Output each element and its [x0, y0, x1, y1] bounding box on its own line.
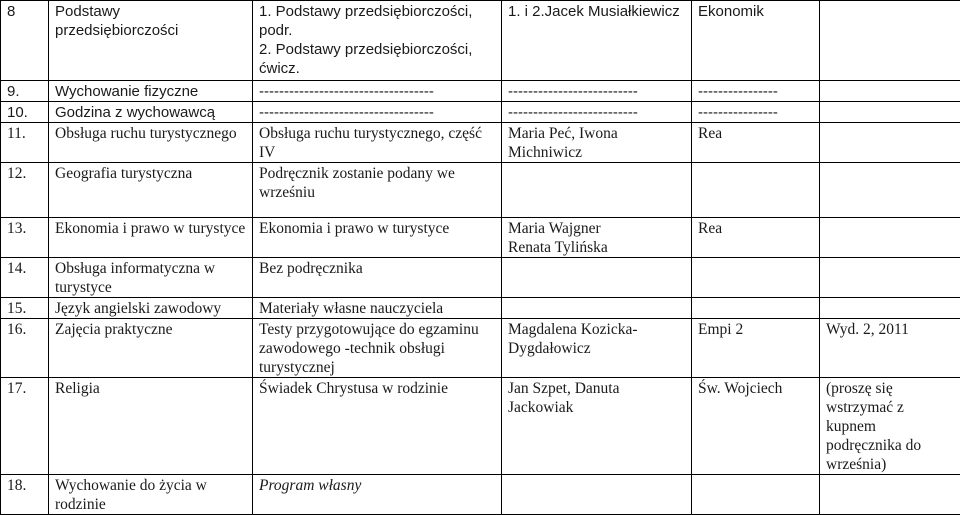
subject-cell: Podstawy przedsiębiorczości [49, 1, 253, 81]
authors-cell: Jan Szpet, Danuta Jackowiak [502, 378, 692, 475]
row-number: 16. [1, 319, 49, 378]
publisher-cell: Rea [692, 218, 820, 258]
table-row [1, 258, 960, 298]
authors-cell: Magdalena Kozicka-Dygdałowicz [502, 319, 692, 378]
approval-cell [820, 218, 960, 258]
publisher-cell: Ekonomik [692, 1, 820, 81]
subject-cell: Religia [49, 378, 253, 475]
table-row [1, 81, 960, 102]
publisher-cell [692, 163, 820, 218]
textbook-line-2: 2. Podstawy przedsiębiorczości, ćwicz. [259, 40, 495, 78]
publisher-cell: ---------------- [692, 102, 820, 123]
publisher-cell [692, 298, 820, 319]
authors-cell [502, 298, 692, 319]
row-number: 13. [1, 218, 49, 258]
table-row [1, 378, 960, 475]
subject-cell: Geografia turystyczna [49, 163, 253, 218]
textbook-cell: Testy przygotowujące do egzaminu zawodowego -technik obsługi turystycznej [253, 319, 502, 378]
approval-cell [820, 123, 960, 163]
subject-cell: Obsługa informatyczna w turystyce [49, 258, 253, 298]
row-number: 12. [1, 163, 49, 218]
textbook-cell [253, 1, 502, 81]
row-number: 9. [1, 81, 49, 102]
approval-cell [820, 298, 960, 319]
approval-cell [820, 163, 960, 218]
table-row [1, 123, 960, 163]
publisher-cell [692, 475, 820, 515]
approval-cell [820, 475, 960, 515]
table-row [1, 475, 960, 515]
textbook-cell: Program własny [253, 475, 502, 515]
textbook-cell: Podręcznik zostanie podany we wrześniu [253, 163, 502, 218]
textbook-cell: Materiały własne nauczyciela [253, 298, 502, 319]
authors-cell: Maria Peć, Iwona Michniwicz [502, 123, 692, 163]
textbook-cell: ----------------------------------- [253, 81, 502, 102]
subject-cell: Język angielski zawodowy [49, 298, 253, 319]
approval-cell [820, 1, 960, 81]
row-number: 11. [1, 123, 49, 163]
authors-cell: -------------------------- [502, 102, 692, 123]
author-line-2: Renata Tylińska [508, 238, 685, 257]
author-line-1: Maria Wajgner [508, 219, 685, 238]
approval-cell [820, 81, 960, 102]
row-number: 8 [1, 1, 49, 81]
table-row [1, 298, 960, 319]
row-number: 14. [1, 258, 49, 298]
subject-cell: Godzina z wychowawcą [49, 102, 253, 123]
subject-cell: Wychowanie fizyczne [49, 81, 253, 102]
authors-cell: -------------------------- [502, 81, 692, 102]
publisher-cell [692, 258, 820, 298]
textbook-cell: ----------------------------------- [253, 102, 502, 123]
publisher-cell: Empi 2 [692, 319, 820, 378]
approval-cell [820, 258, 960, 298]
authors-cell [502, 218, 692, 258]
row-number: 10. [1, 102, 49, 123]
authors-cell [502, 258, 692, 298]
approval-cell: (proszę się wstrzymać z kupnem podręcznika do września) [820, 378, 960, 475]
table-row [1, 1, 960, 81]
textbook-cell: Bez podręcznika [253, 258, 502, 298]
publisher-cell: ---------------- [692, 81, 820, 102]
textbook-cell: Obsługa ruchu turystycznego, część IV [253, 123, 502, 163]
textbook-line-1: 1. Podstawy przedsiębiorczości, podr. [259, 2, 495, 40]
row-number: 15. [1, 298, 49, 319]
textbook-cell: Świadek Chrystusa w rodzinie [253, 378, 502, 475]
row-number: 17. [1, 378, 49, 475]
approval-cell: Wyd. 2, 2011 [820, 319, 960, 378]
row-number: 18. [1, 475, 49, 515]
subject-cell: Ekonomia i prawo w turystyce [49, 218, 253, 258]
table-row [1, 163, 960, 218]
table-row [1, 319, 960, 378]
authors-cell: 1. i 2.Jacek Musiałkiewicz [502, 1, 692, 81]
publisher-cell: Rea [692, 123, 820, 163]
approval-cell [820, 102, 960, 123]
subject-cell: Obsługa ruchu turystycznego [49, 123, 253, 163]
table-row [1, 218, 960, 258]
subject-cell: Wychowanie do życia w rodzinie [49, 475, 253, 515]
table-row [1, 102, 960, 123]
publisher-cell: Św. Wojciech [692, 378, 820, 475]
authors-cell [502, 163, 692, 218]
authors-cell [502, 475, 692, 515]
textbook-cell: Ekonomia i prawo w turystyce [253, 218, 502, 258]
subject-cell: Zajęcia praktyczne [49, 319, 253, 378]
